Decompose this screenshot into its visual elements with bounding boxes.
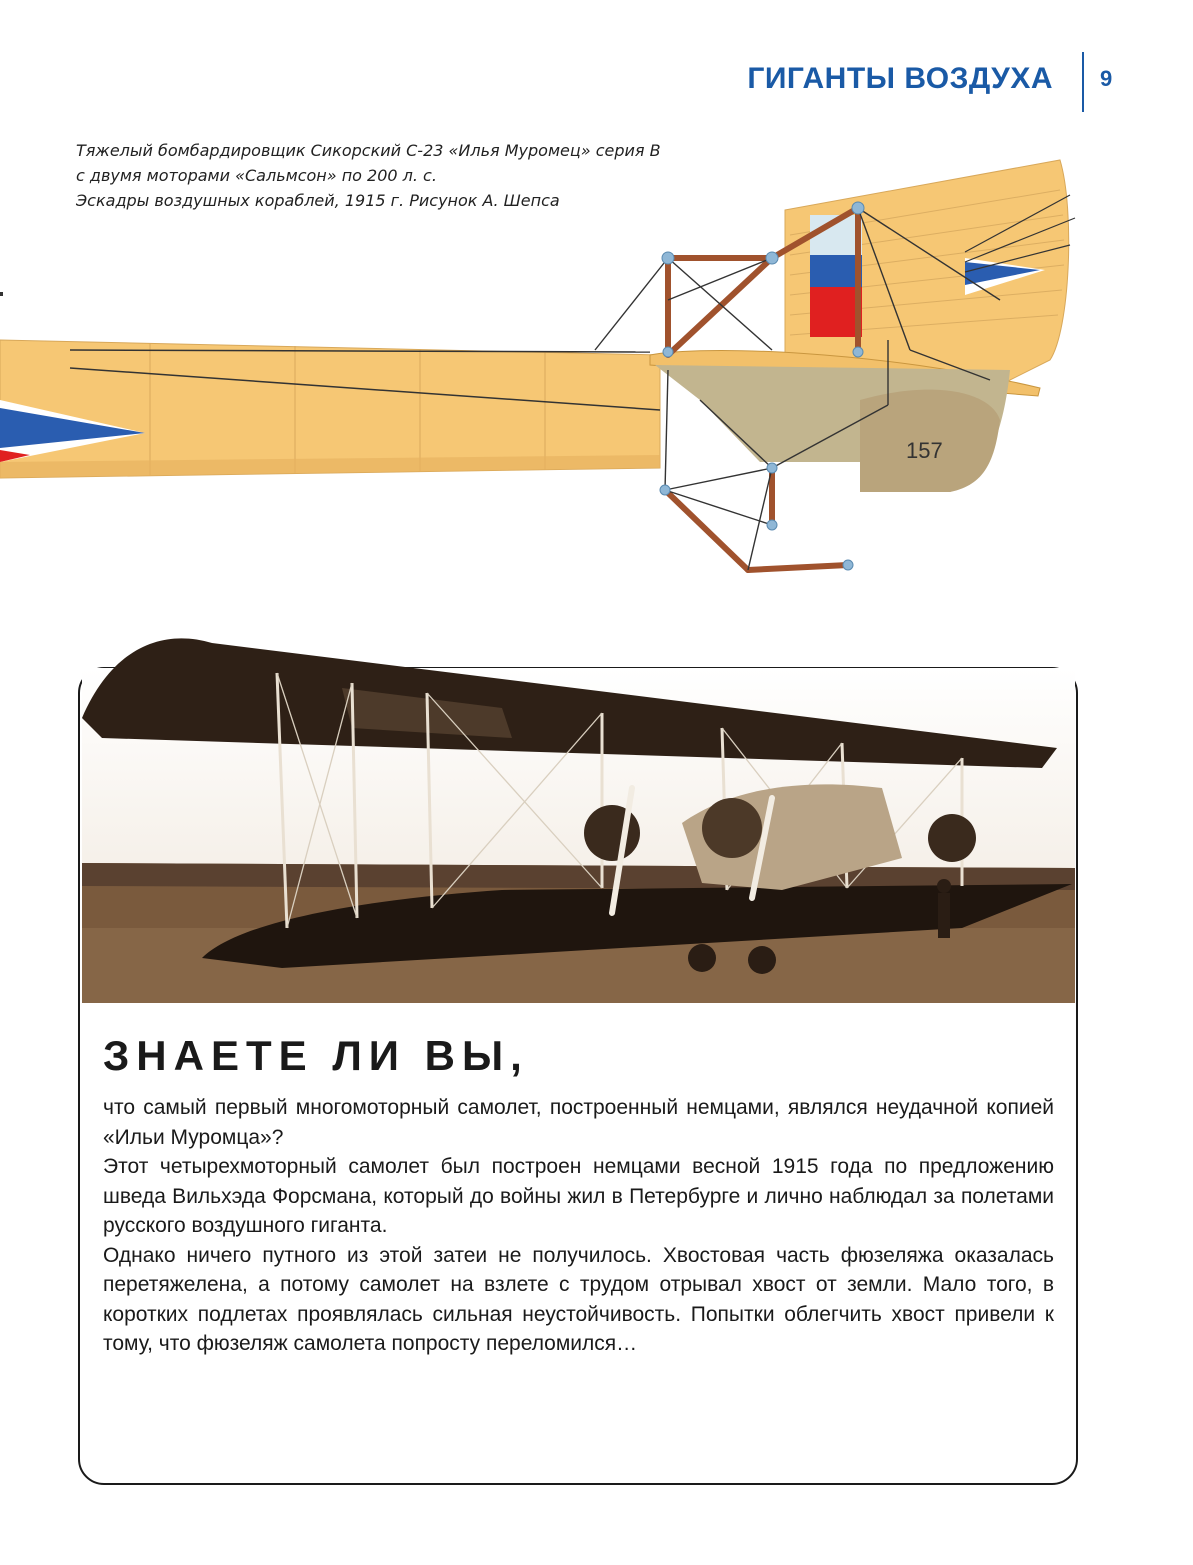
did-you-know-text bbox=[103, 1093, 1054, 1359]
header-divider bbox=[1082, 52, 1084, 112]
caption-line: с двумя моторами «Сальмсон» по 200 л. с. bbox=[76, 166, 437, 185]
tail-number: 157 bbox=[906, 438, 943, 463]
caption-line: Эскадры воздушных кораблей, 1915 г. Рисунок А. Шепса bbox=[76, 191, 560, 210]
paragraph: Этот четырехмоторный самолет был построен немцами весной 1915 года по предложению шведа Вильхэда Форсмана, который до войны жил в Петербурге и лично наблюдал за полетами русского воздушного гиганта. bbox=[103, 1155, 1054, 1237]
caption-line: Тяжелый бомбардировщик Сикорский С-23 «Илья Муромец» серия В bbox=[76, 141, 661, 160]
paragraph: Однако ничего путного из этой затеи не получилось. Хвостовая часть фюзеляжа оказалась перетяжелена, а потому самолет на взлете с трудом отрывал хвост от земли. Мало того, в коротких подлетах проявлялась сильная неустойчивость. Попытки облегчить хвост привели к тому, что фюзеляж самолета попросту переломился… bbox=[103, 1243, 1054, 1355]
paragraph: что самый первый многомоторный самолет, построенный немцами, являлся неудачной копией «Ильи Муромца»? bbox=[103, 1096, 1054, 1149]
aircraft-photo bbox=[82, 628, 1075, 1003]
aircraft-tail-illustration bbox=[0, 150, 1193, 590]
page-number: 9 bbox=[1100, 66, 1113, 91]
section-title: ГИГАНТЫ ВОЗДУХА bbox=[747, 62, 1053, 95]
did-you-know-heading: ЗНАЕТЕ ЛИ ВЫ, bbox=[103, 1032, 529, 1079]
